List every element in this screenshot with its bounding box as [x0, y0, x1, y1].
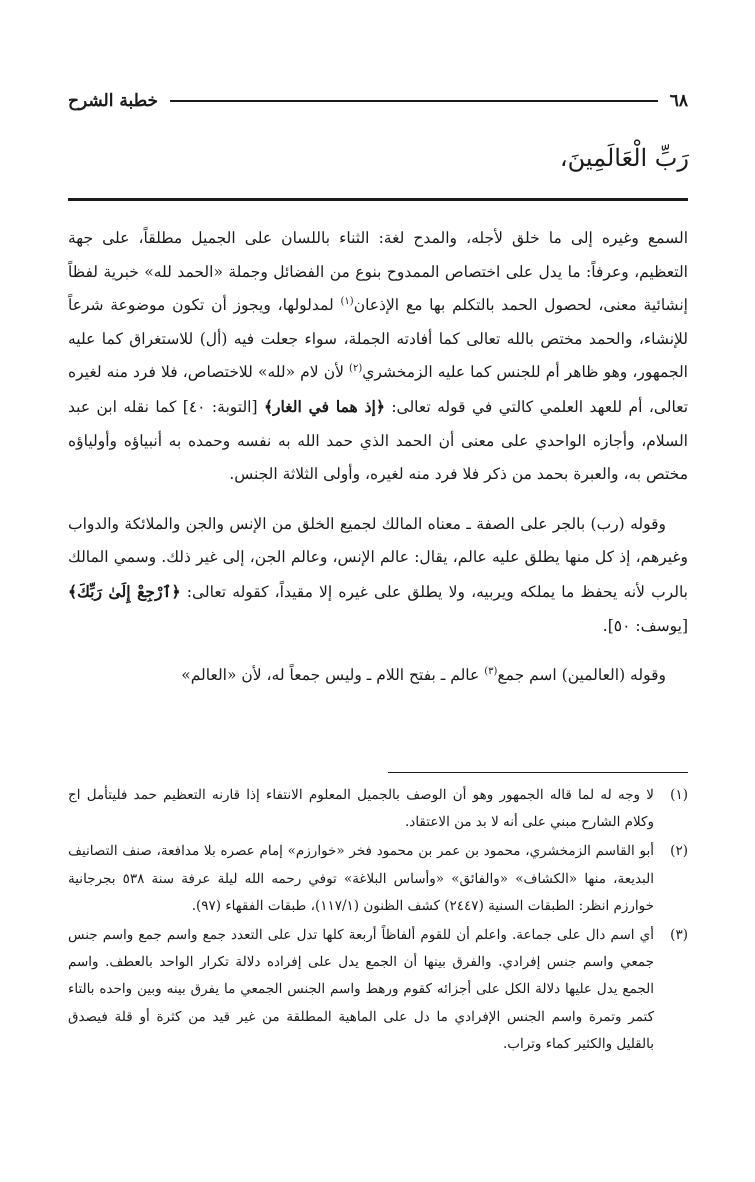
footnote: [68, 782, 688, 836]
text-run: السمع وغيره إلى ما خلق لأجله، والمدح لغة: الثناء باللسان على الجميل مطلقاً، على جهة التعظيم، وعرفاً: ما يدل على اختصاص الممدوح بنوع من الفضائل وجملة «الحمد لله» خبرية لفظاً إنشائية معنى، لحصول الحمد بالتكلم بها مع الإذعان: [68, 229, 688, 315]
text-run: لمدلولها، ويجوز أن تكون موضوعة شرعاً للإنشاء، والحمد مختص بالله تعالى كما أفادته الجملة، سواء جعلت فيه (أل) للاستغراق كما عليه الجمهور، وهو ظاهر أم للجنس كما عليه الزمخشري: [68, 296, 688, 382]
text-run: وقوله (العالمين) اسم جمع: [497, 666, 666, 685]
footnote-text: أي اسم دال على جماعة. واعلم أن للقوم ألفاظاً أربعة كلها تدل على التعدد جمع واسم جمع واسم جنس جمعي واسم جنس إفرادي. والفرق بينها أن الجمع يدل على إفراده دلالة تكرار الواحد بالعطف. واسم الجمع يدل عليها دلالة الكل على أجزائه كقوم ورهط واسم الجنس الجمعي ما يفرق بينه وبين واحده بالتاء كتمر وتمرة واسم الجنس الإفرادي ما دل على الماهية المطلقة من غير قيد من كثرة أو قلة فيصدق بالقليل والكثير كماء وتراب.: [68, 927, 654, 1052]
matn-divider: [68, 198, 688, 201]
quran-verse: ﴿ٱرْجِعْ إِلَىٰ رَبِّكَ﴾: [68, 581, 181, 601]
text-run: وقوله (رب) بالجر على الصفة ـ معناه المالك لجميع الخلق من الإنس والجن والملائكة والدواب وغيرهم، إذ كل منها يطلق عليه عالم، يقال: عالم الإنس، وعالم الجن، إلى غير ذلك. وسمي المالك بالرب لأنه يحفظ ما يملكه ويربيه، ولا يطلق على غيره إلا مقيداً، كقوله تعالى:: [68, 514, 688, 601]
text-run: [يوسف: ٥٠].: [602, 616, 688, 635]
paragraph-1: [68, 222, 688, 492]
footnote-number: (٢): [670, 843, 688, 860]
paragraph-2: [68, 508, 688, 643]
text-run: عالم ـ بفتح اللام ـ وليس جمعاً له، لأن «العالم»: [181, 666, 485, 685]
footnote-ref-2: (٢): [349, 363, 363, 375]
running-header: [68, 88, 688, 114]
footnote: [68, 922, 688, 1058]
footnote-text: أبو القاسم الزمخشري، محمود بن عمر بن محمود فخر «خوارزم» إمام عصره بلا مدافعة، صنف التصانيف البديعة، منها «الكشاف» «والفائق» «وأساس البلاغة» توفي رحمه الله ليلة عرفة سنة ٥٣٨ بجرجانية خوارزم انظر: الطبقات السنية (٢٤٤٧) كشف الظنون (١١٧/١)، طبقات الفقهاء (٩٧).: [68, 843, 654, 914]
commentary-body: [68, 222, 688, 693]
paragraph-3: [68, 659, 688, 693]
text-run: [التوبة: ٤٠] كما نقله ابن عبد السلام، وأجازه الواحدي على معنى أن الحمد الذي حمد الله به نفسه وحمده به أنبياؤه وأولياؤه مختص به، والعبرة بحمد من ذكر فلا فرد منه لغيره، وأولى الثلاثة الجنس.: [68, 397, 688, 484]
footnote-ref-3: (٣): [484, 665, 498, 677]
matn-text: رَبِّ الْعَالَمِينَ،: [559, 144, 689, 172]
footnote-number: (٣): [670, 927, 688, 944]
footnote-text: لا وجه له لما قاله الجمهور وهو أن الوصف بالجميل المعلوم الانتفاء إذا قارنه التعظيم حمد فليتأمل اج وكلام الشارح مبني على أنه لا بد من الاعتقاد.: [68, 787, 654, 831]
footnote-ref-1: (١): [340, 296, 354, 308]
header-rule: [170, 100, 658, 102]
footnotes: [68, 782, 688, 1060]
footnote: [68, 838, 688, 920]
page-number: ٦٨: [669, 91, 688, 111]
footnote-separator: [388, 772, 688, 773]
footnote-number: (١): [670, 787, 688, 803]
quran-verse: ﴿إذ هما في الغار﴾: [263, 396, 385, 416]
running-title: خطبة الشرح: [68, 91, 159, 111]
text-run: لأن لام «لله» للاختصاص، فلا فرد منه لغيره تعالى، أم للعهد العلمي كالتي في قوله تعالى:: [68, 363, 689, 416]
